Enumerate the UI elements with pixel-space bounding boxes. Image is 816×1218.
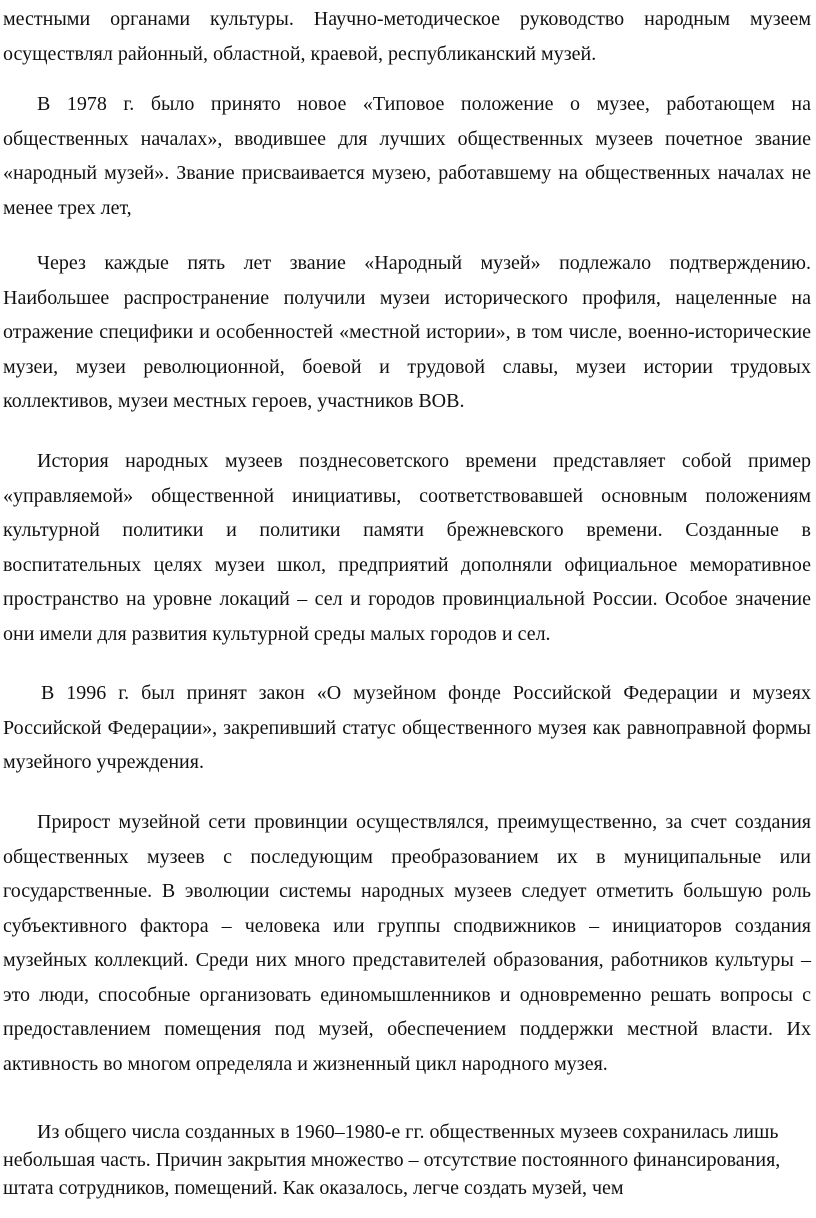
paragraph-6: Прирост музейной сети провинции осуществлялся, преимущественно, за счет создания общественных музеев с последующим преобразованием их в муниципальные или государственные. В эволюции системы народных музеев следует отметить большую роль субъективного фактора – человека или группы сподвижников – инициаторов создания музейных коллекций. Среди них много представителей образования, работников культуры – это люди, способные организовать единомышленников и одновременно решать вопросы с предоставлением помещения под музей, обеспечением поддержки местной власти. Их активность во многом определяла и жизненный цикл народного музея. — [3, 811, 811, 1075]
paragraph-3: Через каждые пять лет звание «Народный музей» подлежало подтверждению. Наибольшее распространение получили музеи исторического профиля, нацеленные на отражение специфики и особенностей «местной истории», в том числе, военно-исторические музеи, музеи революционной, боевой и трудовой славы, музеи истории трудовых коллективов, музеи местных героев, участников ВОВ. — [3, 252, 811, 412]
paragraph-7: Из общего числа созданных в 1960–1980-е гг. общественных музеев сохранилась лишь небольшая часть. Причин закрытия множество – отсутствие постоянного финансирования, штата сотрудников, помещений. Как оказалось, легче создать музей, чем — [3, 1121, 781, 1199]
paragraph-2: В 1978 г. было принято новое «Типовое положение о музее, работающем на общественных началах», вводившее для лучших общественных музеев почетное звание «народный музей». Звание присваивается музею, работавшему на общественных началах не менее трех лет, — [3, 93, 811, 219]
paragraph-4: История народных музеев позднесоветского времени представляет собой пример «управляемой» общественной инициативы, соответствовавшей основным положениям культурной политики и политики памяти брежневского времени. Созданные в воспитательных целях музеи школ, предприятий дополняли официальное меморативное пространство на уровне локаций – сел и городов провинциальной России. Особое значение они имели для развития культурной среды малых городов и сел. — [3, 450, 811, 645]
paragraph-1: местными органами культуры. Научно-методическое руководство народным музеем осуществлял районный, областной, краевой, республиканский музей. — [3, 8, 811, 65]
paragraph-5: В 1996 г. был принят закон «О музейном фонде Российской Федерации и музеях Российской Федерации», закрепивший статус общественного музея как равноправной формы музейного учреждения. — [3, 682, 811, 773]
